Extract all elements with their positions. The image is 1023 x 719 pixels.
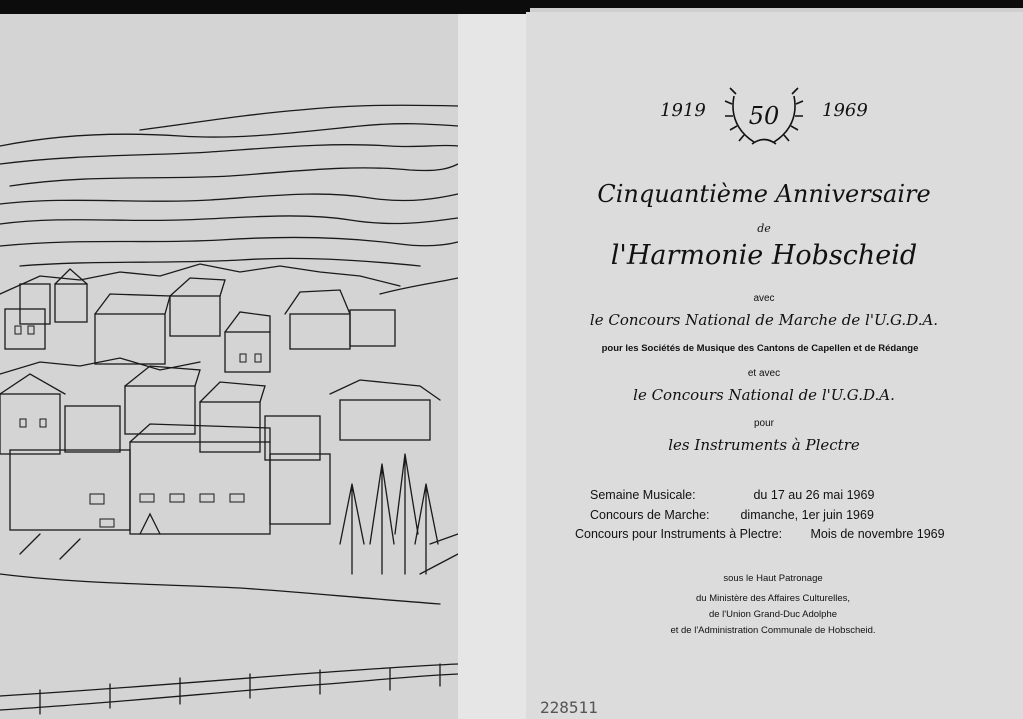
- year-end: 1969: [822, 100, 868, 121]
- schedule-row: [585, 508, 874, 522]
- concours-national: le Concours National de l'U.G.D.A.: [633, 386, 895, 404]
- title-line1: Cinquantième Anniversaire: [597, 180, 931, 208]
- schedule-value: dimanche, 1er juin 1969: [740, 508, 874, 522]
- year-start: 1919: [660, 100, 706, 121]
- societes-line: pour les Sociétés de Musique des Cantons de Capellen et de Rédange: [601, 343, 919, 354]
- concours-marche: le Concours National de Marche de l'U.G.D.A.: [589, 311, 939, 329]
- patronage-line: sous le Haut Patronage: [723, 573, 823, 584]
- patronage-line: du Ministère des Affaires Culturelles,: [695, 593, 851, 604]
- patronage-line: et de l'Administration Communale de Hobscheid.: [670, 625, 876, 636]
- schedule-row: [575, 527, 945, 541]
- illustration-page: [0, 14, 462, 719]
- patronage-line: de l'Union Grand-Duc Adolphe: [708, 609, 838, 620]
- schedule-value: Mois de novembre 1969: [810, 527, 945, 541]
- avec-label: avec: [753, 293, 775, 304]
- page-gutter: [458, 14, 530, 719]
- schedule-row: [585, 488, 874, 502]
- schedule-label: Semaine Musicale:: [590, 488, 696, 502]
- title-de: de: [757, 222, 771, 235]
- pour-label: pour: [753, 418, 775, 429]
- title-line2: l'Harmonie Hobscheid: [610, 240, 918, 271]
- archive-stamp: 228511: [540, 698, 598, 717]
- laurel-emblem-icon: [724, 74, 804, 150]
- schedule-label: Concours de Marche:: [590, 508, 710, 522]
- et-avec-label: et avec: [747, 368, 781, 379]
- emblem-number: 50: [748, 102, 780, 130]
- schedule-label: Concours pour Instruments à Plectre:: [575, 527, 783, 541]
- schedule-value: du 17 au 26 mai 1969: [753, 488, 875, 502]
- instruments-line: les Instruments à Plectre: [668, 436, 860, 454]
- village-sketch: [0, 14, 462, 719]
